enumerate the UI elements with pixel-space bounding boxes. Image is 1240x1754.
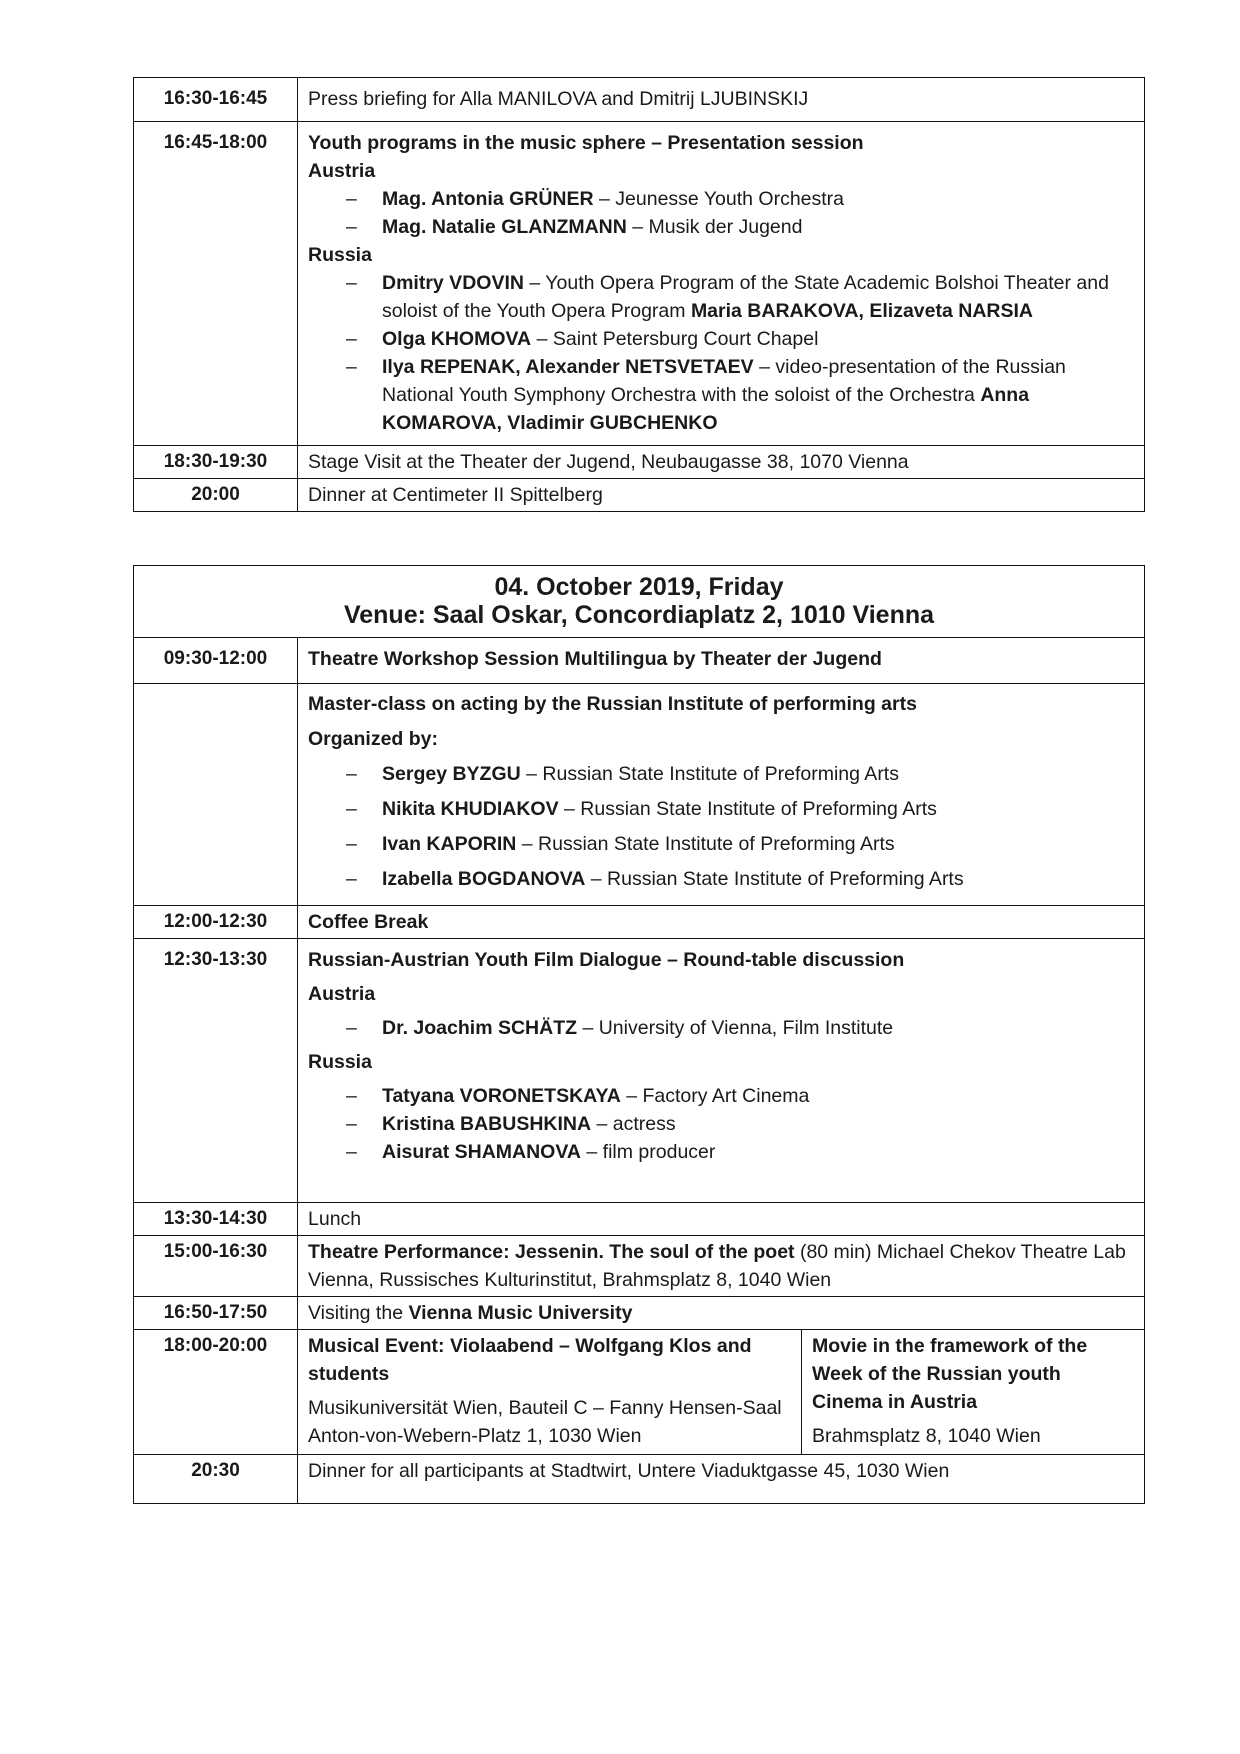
speaker-desc: – Russian State Institute of Preforming Arts [520,763,899,785]
event-cell: Dinner for all participants at Stadtwirt, Untere Viaduktgasse 45, 1030 Wien [298,1455,1145,1504]
event-cell: Press briefing for Alla MANILOVA and Dmitrij LJUBINSKIJ [298,78,1145,122]
speaker-name: Ilya REPENAK, Alexander NETSVETAEV [382,356,754,378]
time-cell: 12:00-12:30 [134,906,298,939]
performance-title: Theatre Performance: Jessenin. The soul of the poet [308,1241,795,1263]
speaker-desc: – film producer [581,1141,716,1163]
speaker-name: Maria BARAKOVA, Elizaveta NARSIA [690,300,1033,322]
speaker-list [308,185,1134,241]
speaker-name: Sergey BYZGU [382,763,521,785]
speaker-name: Ivan KAPORIN [382,833,517,855]
time-cell: 16:30-16:45 [134,78,298,122]
time-cell: 15:00-16:30 [134,1236,298,1297]
time-cell: 09:30-12:00 [134,638,298,684]
list-item [346,353,1134,437]
speaker-name: Mag. Antonia GRÜNER [382,188,594,210]
time-cell [134,684,298,906]
session-title: Youth programs in the music sphere – Presentation session [308,132,864,154]
speaker-name: Aisurat SHAMANOVA [382,1141,581,1163]
day-venue: Venue: Saal Oskar, Concordiaplatz 2, 1010 Vienna [343,601,935,629]
musical-event-address: Musikuniversität Wien, Bauteil C – Fanny Hensen-Saal Anton-von-Webern-Platz 1, 1030 Wien [308,1397,782,1447]
movie-address: Brahmsplatz 8, 1040 Wien [811,1425,1041,1447]
schedule-table-day4 [133,565,1145,1504]
speaker-name: Anna KOMAROVA, Vladimir GUBCHENKO [382,384,1030,434]
schedule-table-day3 [133,77,1145,512]
time-cell: 18:30-19:30 [134,446,298,479]
speaker-name: Mag. Natalie GLANZMANN [382,216,627,238]
speaker-desc: – Factory Art Cinema [620,1085,810,1107]
country-label: Russia [308,244,372,266]
event-cell-left [298,1330,802,1455]
speaker-desc: – University of Vienna, Film Institute [577,1017,894,1039]
schedule-row [134,638,1145,684]
speaker-list [308,269,1134,437]
speaker-desc: – Russian State Institute of Preforming Arts [558,798,937,820]
schedule-row [134,122,1145,446]
event-cell [298,939,1145,1203]
speaker-desc: – Russian State Institute of Preforming Arts [585,868,964,890]
speaker-desc: – Youth Opera Program of the State Academic Bolshoi Theater and soloist of the Youth Opera Program [382,272,1109,322]
schedule-row [134,939,1145,1203]
speaker-desc: – video-presentation of the Russian National Youth Symphony Orchestra with the soloist of the Orchestra [382,356,1066,406]
speaker-name: Dr. Joachim SCHÄTZ [382,1017,578,1039]
speaker-name: Izabella BOGDANOVA [382,868,586,890]
event-cell-right [801,1330,1144,1455]
schedule-row [134,1455,1145,1504]
list-item [346,1110,1134,1138]
country-label: Austria [308,983,376,1005]
schedule-row [134,78,1145,122]
time-cell: 20:30 [134,1455,298,1504]
event-cell [298,684,1145,906]
day-header-row [134,566,1145,638]
list-item [346,827,1134,862]
performance-details: (80 min) Michael Chekov Theatre Lab Vienna, Russisches Kulturinstitut, Brahmsplatz 8, 1040 Wien [308,1241,1126,1291]
list-item [346,1014,1134,1042]
list-item [346,325,1134,353]
event-cell [298,122,1145,446]
day-date: 04. October 2019, Friday [494,573,784,601]
time-cell: 13:30-14:30 [134,1203,298,1236]
schedule-row [134,446,1145,479]
event-cell: Lunch [298,1203,1145,1236]
event-cell [298,1236,1145,1297]
list-item [346,1138,1134,1166]
day-header [134,566,1145,638]
time-cell: 16:45-18:00 [134,122,298,446]
schedule-row [134,1236,1145,1297]
visit-prefix: Visiting the [308,1302,409,1324]
schedule-row [134,906,1145,939]
time-cell: 18:00-20:00 [134,1330,298,1455]
list-item [346,213,1134,241]
speaker-name: Tatyana VORONETSKAYA [382,1085,621,1107]
organized-label: Organized by: [308,728,439,750]
list-item [346,185,1134,213]
list-item [346,862,1134,897]
schedule-row [134,1203,1145,1236]
speaker-list [308,1082,1134,1166]
speaker-desc: – Russian State Institute of Preforming Arts [516,833,895,855]
event-cell [298,1297,1145,1330]
speaker-desc: – Saint Petersburg Court Chapel [531,328,819,350]
schedule-row [134,1330,1145,1455]
list-item [346,757,1134,792]
speaker-desc: – Jeunesse Youth Orchestra [593,188,845,210]
schedule-row [134,479,1145,512]
speaker-name: Olga KHOMOVA [382,328,532,350]
schedule-row [134,1297,1145,1330]
visit-place: Vienna Music University [408,1302,633,1324]
event-cell: Coffee Break [298,906,1145,939]
speaker-name: Nikita KHUDIAKOV [382,798,559,820]
schedule-row [134,684,1145,906]
movie-title: Movie in the framework of the Week of the Russian youth Cinema in Austria [811,1335,1088,1413]
speaker-list [308,1014,1134,1042]
list-item [346,1082,1134,1110]
event-cell: Stage Visit at the Theater der Jugend, Neubaugasse 38, 1070 Vienna [298,446,1145,479]
event-cell: Theatre Workshop Session Multilingua by Theater der Jugend [298,638,1145,684]
session-title: Russian-Austrian Youth Film Dialogue – Round-table discussion [308,949,905,971]
time-cell: 16:50-17:50 [134,1297,298,1330]
event-cell: Dinner at Centimeter II Spittelberg [298,479,1145,512]
country-label: Austria [308,160,376,182]
session-title: Master-class on acting by the Russian Institute of performing arts [308,693,917,715]
speaker-name: Kristina BABUSHKINA [382,1113,592,1135]
speaker-desc: – actress [591,1113,676,1135]
time-cell: 12:30-13:30 [134,939,298,1203]
speaker-list [308,757,1134,897]
speaker-desc: – Musik der Jugend [626,216,803,238]
country-label: Russia [308,1051,372,1073]
speaker-name: Dmitry VDOVIN [382,272,524,294]
time-cell: 20:00 [134,479,298,512]
list-item [346,269,1134,325]
list-item [346,792,1134,827]
musical-event-title: Musical Event: Violaabend – Wolfgang Klos and students [308,1335,752,1385]
